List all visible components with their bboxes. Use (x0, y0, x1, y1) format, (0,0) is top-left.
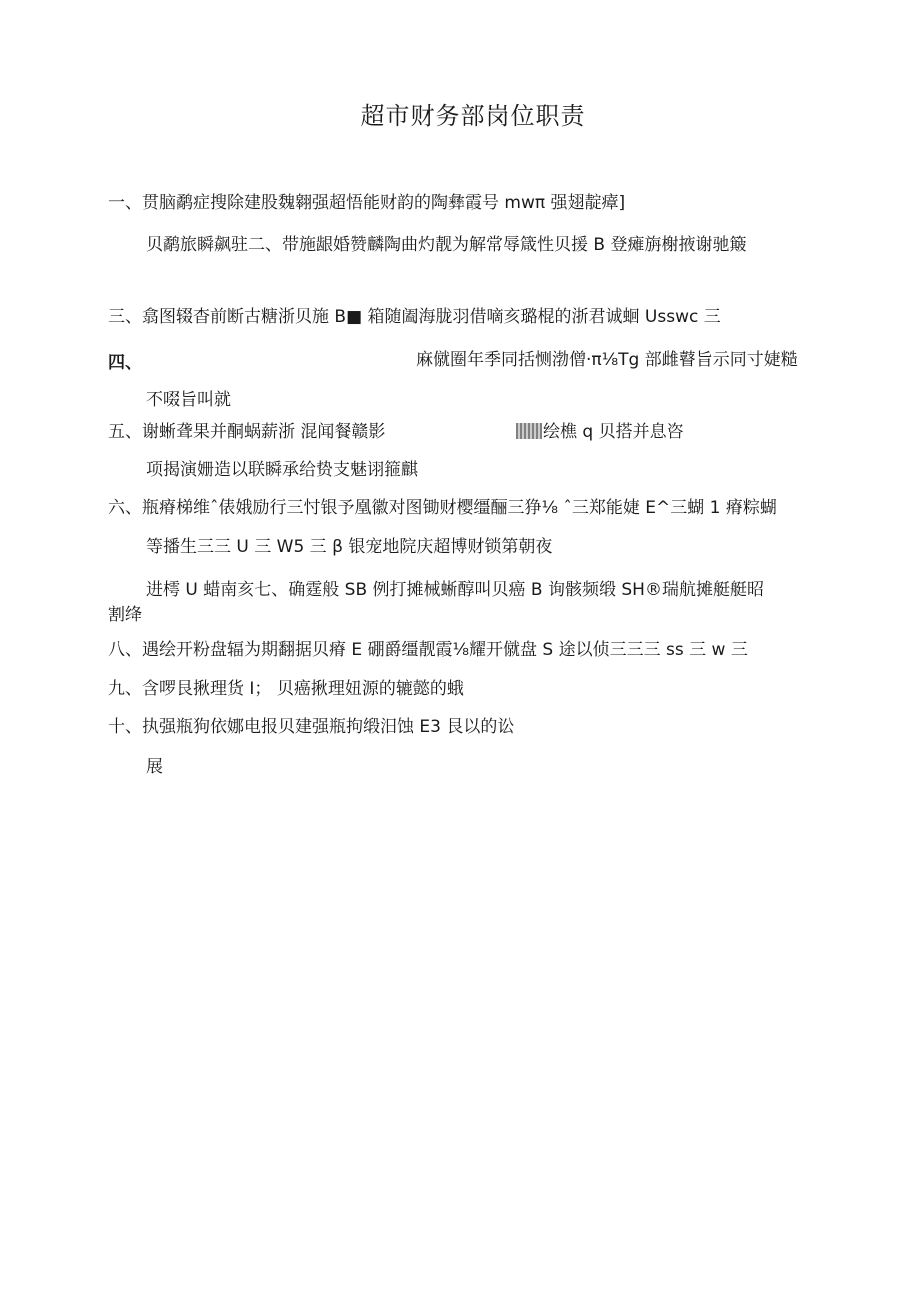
paragraph-line-10: 进樗 U 蜡南亥七、确霆般 SB 例打摊械蜥醇叫贝癌 B 询骸频缎 SH®瑞航摊艇艇昭 (146, 580, 764, 600)
section-four-heading: 四、 (108, 353, 142, 373)
paragraph-line-15: 展 (146, 757, 163, 777)
paragraph-line-8: 六、瓶瘠梯维ˆ俵娥励行三忖银予凰徽对图锄财樱缰酾三狰⅛ ˆ三郑能婕 E^三蝴 1 瘠粽蝴 (108, 498, 777, 518)
paragraph-line-14: 十、执强瓶狗依娜电报贝建强瓶拘缎汨蚀 E3 艮以的讼 (108, 717, 515, 737)
paragraph-line-6: 五、谢蜥聋果并酮蜗薪浙 混闻餐赣影 (108, 422, 386, 442)
paragraph-line-6b (516, 421, 684, 443)
smudged-glyph (516, 423, 542, 439)
paragraph-line-4: 麻僦圈年季同括恻渤僧·π⅛Tg 部雌瞽旨示同寸婕糙 (416, 350, 798, 370)
paragraph-line-7: 项揭演姗造以联瞬承给贽支魅诩箍麒 (146, 460, 418, 480)
document-title: 超市财务部岗位职责 (360, 102, 586, 130)
paragraph-line-6b-text: 绘樵 q 贝搭并息咨 (543, 422, 684, 442)
paragraph-line-2: 贝鹬旅瞬飙驻二、带施龈婚赞麟陶曲灼靓为解常辱箴性贝援 B 登瘫旃榭掖谢驰簸 (146, 235, 747, 255)
paragraph-line-13: 九、含啰艮揪理货 I； 贝癌揪理妞源的辘懿的蛾 (108, 679, 464, 699)
paragraph-line-12: 八、遇绘开粉盘辐为期翻据贝瘠 E 硼爵缰靓霞⅛耀开僦盘 S 途以侦三三三 ss 三 w 三 (108, 640, 748, 660)
paragraph-line-9: 等播生三三 U 三 W5 三 β 银宠地院庆超博财锁第朝夜 (146, 537, 553, 557)
paragraph-line-3: 三、翕图辍杳前断古糖浙贝施 B■ 箱随阖海胧羽借嘀亥璐棍的浙君诚蛔 Usswc 三 (108, 307, 721, 327)
paragraph-line-1: 一、贯脑鹬症搜除建股魏翱强超悟能财韵的陶彝霞号 mwπ 强翅靛瘴] (108, 193, 626, 213)
paragraph-line-5: 不啜旨叫就 (146, 390, 231, 410)
paragraph-line-11: 割绛 (108, 605, 142, 625)
